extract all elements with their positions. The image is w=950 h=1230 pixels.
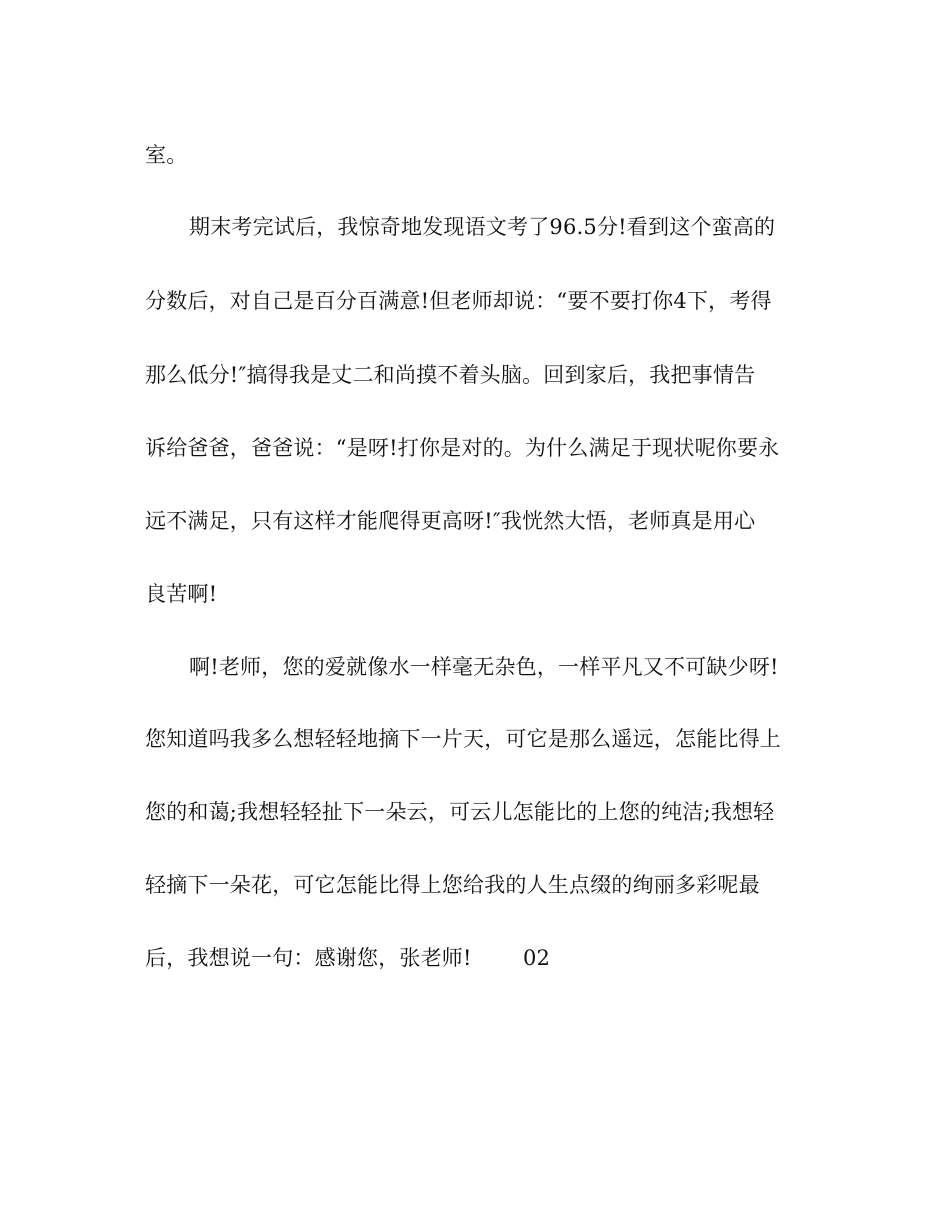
paragraph-3-line-5: 后，我想说一句：感谢您，张老师! — [145, 946, 472, 970]
paragraph-2-line-1: 期末考完试后，我惊奇地发现语文考了96.5分!看到这个蛮高的 — [189, 215, 776, 239]
paragraph-3-line-1: 啊!老师，您的爱就像水一样毫无杂色，一样平凡又不可缺少呀! — [189, 655, 779, 679]
paragraph-3-line-4: 轻摘下一朵花，可它怎能比得上您给我的人生点缀的绚丽多彩呢最 — [145, 873, 760, 897]
paragraph-3-line-3: 您的和蔼;我想轻轻扯下一朵云，可云儿怎能比的上您的纯洁;我想轻 — [145, 800, 775, 824]
page-number: 02 — [523, 946, 551, 970]
paragraph-2-line-3: 那么低分!″搞得我是丈二和尚摸不着头脑。回到家后，我把事情告 — [145, 363, 756, 387]
paragraph-3-line-2: 您知道吗我多么想轻轻地摘下一片天，可它是那么遥远，怎能比得上 — [145, 727, 781, 751]
paragraph-2-line-2: 分数后，对自己是百分百满意!但老师却说：“要不要打你4下，考得 — [145, 289, 772, 313]
paragraph-2-line-5: 远不满足，只有这样才能爬得更高呀!″我恍然大悟，老师真是用心 — [145, 509, 756, 533]
paragraph-2-line-6: 良苦啊! — [145, 582, 218, 606]
paragraph-2-line-4: 诉给爸爸，爸爸说：“是呀!打你是对的。为什么满足于现状呢你要永 — [145, 436, 780, 460]
text-line-1: 室。 — [145, 143, 188, 167]
